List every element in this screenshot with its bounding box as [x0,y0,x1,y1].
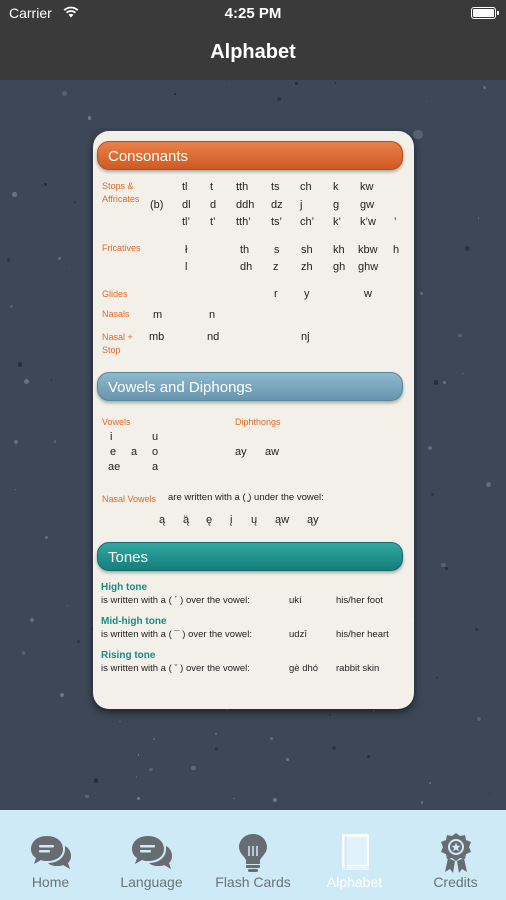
letter-glyph: ae [108,461,121,473]
letter-glyph: dz [271,199,283,211]
decorative-speck [462,373,463,374]
letter-glyph: ch [300,181,312,193]
tab-credits[interactable] [405,810,506,900]
carrier-label: Carrier [9,5,52,21]
decorative-speck [149,768,153,772]
decorative-speck [41,184,42,185]
letter-glyph: a [152,461,159,473]
letter-glyph: o [152,446,159,458]
decorative-speck [286,758,289,761]
nasal-stop-label: Nasal + [102,332,133,342]
decorative-speck [475,628,478,631]
letter-glyph: w [364,288,372,300]
decorative-speck [30,618,34,622]
letter-glyph: sh [301,244,313,256]
tab-alphabet-label: Alphabet [326,874,383,890]
letter-glyph: tth [236,181,249,193]
decorative-speck [295,82,298,85]
decorative-speck [273,798,277,802]
tone-example: ukí [289,595,302,606]
decorative-speck [137,797,140,800]
letter-b-paren: (b) [150,199,164,211]
decorative-speck [22,651,26,655]
letter-glyph: t [210,181,214,193]
decorative-speck [14,440,18,444]
letter-glyph: kw [360,181,374,193]
letter-glyph: y [304,288,310,300]
letter-glyph: ay [235,446,247,458]
decorative-speck [215,733,216,734]
decorative-speck [329,714,331,716]
tone-name: High tone [101,582,148,593]
decorative-speck [138,754,139,755]
decorative-speck [436,677,437,678]
decorative-speck [12,192,17,197]
letter-glyph: i [110,431,113,443]
tone-example: gè dhó [289,663,319,674]
letter-glyph: ų [251,514,258,526]
decorative-speck [62,91,67,96]
decorative-speck [10,305,13,308]
nasal-vowels-label: Nasal Vowels [102,494,157,504]
decorative-speck [332,746,336,750]
tone-example: udzī [289,629,307,640]
glides-label: Glides [102,289,128,299]
decorative-speck [44,183,47,186]
decorative-speck [51,379,52,380]
decorative-speck [45,536,49,540]
letter-glyph: m [153,309,163,321]
affricates-label: Affricates [102,194,140,204]
status-time: 4:25 PM [224,5,282,22]
decorative-speck [478,217,479,218]
decorative-speck [191,766,196,771]
decorative-speck [215,747,218,750]
letter-glyph: tth’ [236,216,251,228]
letter-glyph: ch’ [300,216,315,228]
decorative-speck [15,489,16,490]
fricatives-label: Fricatives [102,243,141,253]
book-icon [333,832,377,874]
status-bar [0,0,506,28]
tab-home-label: Home [31,874,70,890]
letter-glyph: į [230,514,233,526]
chat-bubbles-icon [29,832,73,874]
letter-glyph: ł [185,244,188,256]
letter-glyph: ą [159,514,166,526]
letter-glyph: gh [333,261,346,273]
letter-glyph: nd [207,331,220,343]
letter-glyph: nj [301,331,310,343]
tab-home[interactable] [0,810,101,900]
decorative-speck [421,801,424,804]
decorative-speck [233,798,234,799]
decorative-speck [335,82,337,84]
tab-alphabet[interactable] [304,810,405,900]
letter-glyph: aw [265,446,280,458]
diphthongs-label: Diphthongs [235,417,281,427]
letter-glyph: mb [149,331,165,343]
letter-glyph: d [210,199,217,211]
letter-glyph: ę [206,514,213,526]
chat-bubbles-icon [130,832,174,874]
award-ribbon-icon [434,832,478,874]
letter-glyph: tl’ [182,216,190,228]
letter-glyph: k’w [360,216,376,228]
letter-glyph: e [110,446,117,458]
decorative-speck [483,86,486,89]
letter-glyph: ą̈ [183,514,190,526]
letter-glyph: g [333,199,340,211]
tab-language-label: Language [120,874,183,890]
tone-description: is written with a ( ˇ ) over the vowel: [101,663,250,674]
letter-glyph: zh [301,261,313,273]
decorative-speck [54,440,57,443]
decorative-speck [74,201,76,203]
letter-glyph: dh [240,261,253,273]
letter-glyph: z [273,261,279,273]
letter-glyph: kh [333,244,345,256]
tones-header: Tones [97,542,403,571]
letter-glyph: ts’ [271,216,282,228]
nasal-vowels-text: are written with a ( ̨) under the vowel: [168,492,324,503]
decorative-speck [270,737,273,740]
decorative-speck [119,721,120,722]
decorative-speck [277,97,281,101]
decorative-speck [85,795,89,799]
tab-language[interactable] [101,810,202,900]
letter-glyph: kbw [358,244,378,256]
decorative-speck [428,446,432,450]
decorative-speck [69,267,70,268]
decorative-speck [420,292,423,295]
decorative-speck [431,493,434,496]
decorative-speck [67,605,68,606]
decorative-speck [229,83,230,84]
decorative-speck [373,710,375,712]
tab-flash-cards-label: Flash Cards [215,874,291,890]
alphabet-chart-card [93,131,414,709]
tone-name: Mid-high tone [101,616,167,627]
letter-glyph: gw [360,199,375,211]
decorative-speck [153,738,155,740]
decorative-speck [88,116,91,119]
vowels-header: Vowels and Diphongs [97,372,403,401]
decorative-speck [426,101,428,103]
letter-glyph: k’ [333,216,341,228]
decorative-speck [7,258,11,262]
nasals-label: Nasals [102,309,130,319]
letter-glyph: n [209,309,216,321]
decorative-speck [24,379,29,384]
lightbulb-icon [231,832,275,874]
decorative-speck [147,804,148,805]
tab-credits-label: Credits [433,874,478,890]
letter-glyph: ąy [307,514,319,526]
letter-glyph: h [393,244,400,256]
decorative-speck [486,482,491,487]
decorative-speck [77,640,80,643]
page-title: Alphabet [210,41,296,63]
tone-gloss: his/her heart [336,629,389,640]
decorative-speck [443,381,446,384]
decorative-speck [94,778,98,782]
letter-glyph: ghw [358,261,379,273]
letter-glyph: tl [182,181,188,193]
decorative-speck [465,246,470,251]
tone-name: Rising tone [101,650,156,661]
letter-glyph: k [333,181,339,193]
decorative-speck [136,776,137,777]
decorative-speck [18,362,23,367]
consonants-header: Consonants [97,141,403,170]
letter-glyph: a [131,446,138,458]
decorative-speck [367,755,370,758]
letter-glyph: ąw [275,514,290,526]
tone-description: is written with a ( ´ ) over the vowel: [101,595,250,606]
letter-glyph: ts [271,181,280,193]
letter-glyph: ’ [394,216,397,228]
tone-description: is written with a ( ¯ ) over the vowel: [101,629,252,640]
battery-icon [471,7,496,19]
decorative-speck [434,380,439,385]
vowels-label: Vowels [102,417,131,427]
nasal-stop-label-2: Stop [102,345,121,355]
letter-glyph: ddh [236,199,255,211]
tone-gloss: rabbit skin [336,663,380,674]
letter-glyph: th [240,244,250,256]
decorative-speck [477,717,481,721]
letter-glyph: t’ [210,216,216,228]
stops-label: Stops & [102,181,134,191]
decorative-speck [458,334,462,338]
letter-glyph: s [274,244,280,256]
letter-glyph: dl [182,199,191,211]
decorative-speck [413,130,423,140]
letter-glyph: l [185,261,188,273]
letter-glyph: r [274,288,278,300]
tab-flash-cards[interactable] [202,810,304,900]
tab-bar [0,810,506,900]
decorative-speck [60,693,64,697]
decorative-speck [429,782,431,784]
letter-glyph: u [152,431,159,443]
decorative-speck [445,567,448,570]
letter-glyph: j [300,199,303,211]
decorative-speck [174,93,176,95]
navigation-bar [0,28,506,80]
decorative-speck [489,793,490,794]
decorative-speck [58,257,61,260]
tone-gloss: his/her foot [336,595,383,606]
